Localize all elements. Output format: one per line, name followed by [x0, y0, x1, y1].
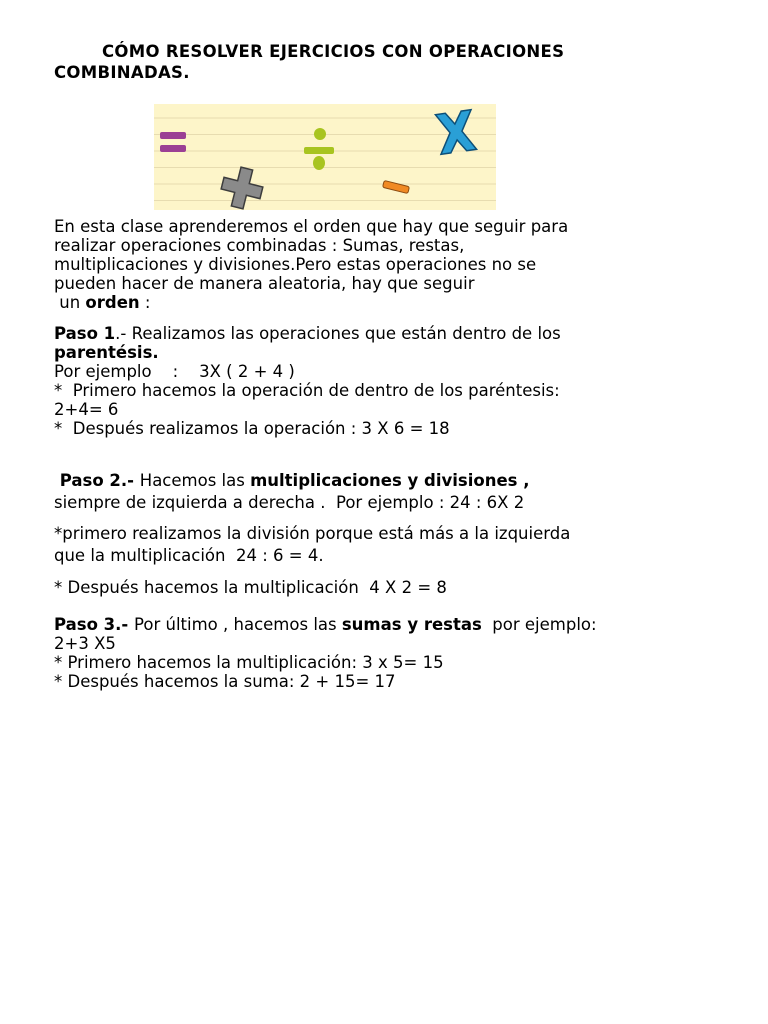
paso-3-line-3: * Primero hacemos la multiplicación: 3 x 5= 15	[54, 653, 444, 672]
paso-2-label: Paso 2.-	[54, 471, 140, 490]
paso-2-line-2: siempre de izquierda a derecha . Por ejemplo : 24 : 6X 2	[54, 493, 525, 512]
intro-line-4: pueden hacer de manera aleatoria, hay que seguir	[54, 274, 475, 293]
paso-3-text-2: por ejemplo:	[481, 615, 597, 634]
intro-line-2: realizar operaciones combinadas : Sumas, restas,	[54, 236, 465, 255]
paso-1-parentesis: parentésis.	[54, 343, 159, 362]
intro-line-5-start: un	[54, 293, 86, 312]
title-line-2: COMBINADAS.	[54, 63, 190, 82]
paso-3-section	[54, 615, 597, 691]
paso-3-text-1: Por último , hacemos las	[134, 615, 342, 634]
paso-1-text: .- Realizamos las operaciones que están dentro de los	[115, 324, 561, 343]
paso-2-paragraph-3	[54, 577, 447, 599]
intro-line-5-end: :	[139, 293, 151, 312]
paso-2-section	[54, 470, 530, 514]
paso-3-line-4: * Después hacemos la suma: 2 + 15= 17	[54, 672, 396, 691]
paso-3-label: Paso 3.-	[54, 615, 135, 634]
paso-2-p2-line-1: *primero realizamos la división porque está más a la izquierda	[54, 524, 571, 543]
paso-3-line-2: 2+3 X5	[54, 634, 116, 653]
paso-2-bold: multiplicaciones y divisiones ,	[250, 471, 530, 490]
intro-paragraph	[54, 217, 568, 312]
paso-1-step-1: * Primero hacemos la operación de dentro de los paréntesis:	[54, 381, 560, 400]
title-line-1: CÓMO RESOLVER EJERCICIOS CON OPERACIONES	[102, 42, 565, 61]
paso-1-example: Por ejemplo : 3X ( 2 + 4 )	[54, 362, 295, 381]
intro-line-1: En esta clase aprenderemos el orden que hay que seguir para	[54, 217, 569, 236]
paso-1-label: Paso 1	[54, 324, 116, 343]
paso-1-step-1-result: 2+4= 6	[54, 400, 119, 419]
paso-2-p2-line-2: que la multiplicación 24 : 6 = 4.	[54, 546, 324, 565]
math-symbols-illustration	[154, 104, 496, 210]
paso-2-p3: * Después hacemos la multiplicación 4 X 2 = 8	[54, 578, 447, 597]
paso-2-paragraph-2	[54, 523, 570, 567]
paso-3-bold: sumas y restas	[341, 615, 482, 634]
intro-line-3: multiplicaciones y divisiones.Pero estas operaciones no se	[54, 255, 537, 274]
paso-1-step-2: * Después realizamos la operación : 3 X 6 = 18	[54, 419, 450, 438]
intro-orden-bold: orden	[85, 293, 140, 312]
paso-1-section	[54, 324, 561, 438]
paso-2-text: Hacemos las	[139, 471, 251, 490]
document-title	[54, 41, 734, 83]
